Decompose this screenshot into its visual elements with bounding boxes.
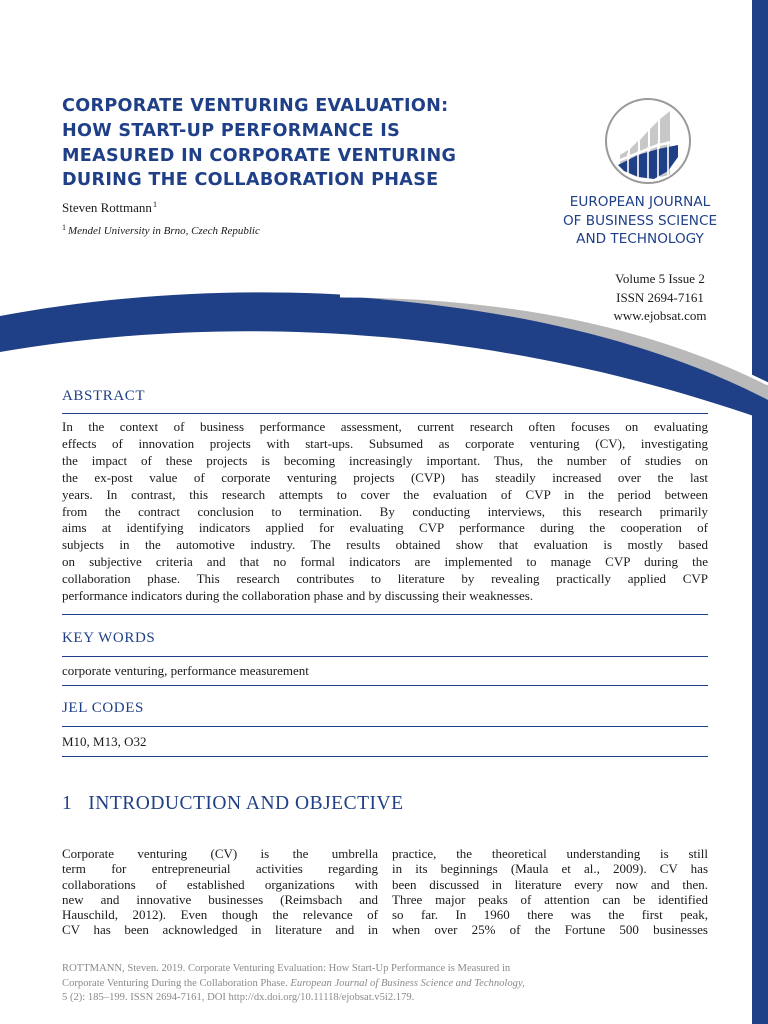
abstract-line: In the context of business performance assessment, current research often focuses on evaluating (62, 419, 708, 434)
journal-name-line: AND TECHNOLOGY (576, 231, 704, 247)
citation-text: Corporate Venturing During the Collaboration Phase. (62, 977, 288, 989)
abstract-line: on subjective criteria and that no formal indicators are implemented to manage CVP during the (62, 554, 708, 570)
journal-name (540, 193, 740, 249)
citation-footer (62, 962, 722, 1006)
abstract-line: effects of innovation projects with start-ups. Subsumed as corporate venturing (CV), investigating (62, 435, 708, 451)
author (62, 199, 157, 216)
body-line: when over 25% of the Fortune 500 businesses (392, 922, 708, 938)
journal-name-line: OF BUSINESS SCIENCE (562, 212, 718, 229)
keywords-bottom-rule (62, 685, 708, 686)
keywords-text: corporate venturing, performance measurement (62, 663, 309, 678)
body-line: been discussed in literature every now and then. (392, 876, 708, 892)
abstract-rule (62, 413, 708, 414)
body-line: new and innovative businesses (Reimsbach and (62, 891, 378, 907)
body-line: CV has been acknowledged in literature and in (62, 922, 378, 938)
section-title: INTRODUCTION AND OBJECTIVE (88, 793, 404, 814)
abstract-line: performance indicators during the collaboration phase and by discussing their weaknesses. (62, 588, 534, 604)
body-line: Three major peaks of attention can be identified (392, 891, 708, 907)
jel-rule (62, 726, 708, 727)
citation-journal: European Journal of Business Science and Technology, (290, 977, 525, 989)
abstract-line: the ex-post value of corporate venturing projects (CVP) has steadily increased over the last (62, 469, 708, 485)
section-heading (62, 793, 403, 815)
citation-doi-line: 5 (2): 185–199. ISSN 2694-7161, DOI http://dx.doi.org/10.11118/ejobsat.v5i2.179. (62, 992, 415, 1003)
issn: ISSN 2694-7161 (616, 289, 704, 305)
body-column-right (392, 846, 708, 938)
journal-logo (604, 97, 692, 185)
paper-title (62, 94, 532, 193)
jel-bottom-rule (62, 756, 708, 757)
journal-website-link[interactable]: www.ejobsat.com (613, 308, 707, 323)
keywords-rule (62, 656, 708, 657)
abstract-line: the impact of these projects is becoming increasingly important. Thus, the number of studies on (62, 452, 708, 468)
affiliation-text: Mendel University in Brno, Czech Republic (68, 225, 260, 237)
jel-text: M10, M13, O32 (62, 734, 147, 749)
journal-name-line: EUROPEAN JOURNAL (569, 194, 711, 210)
affiliation-marker: 1 (62, 223, 66, 232)
abstract-line: years. In contrast, this research attempts to cover the evaluation of CVP in the period between (62, 486, 708, 502)
citation-line (62, 977, 722, 992)
body-line: term for entrepreneurial activities regarding (62, 861, 378, 877)
journal-issue-info (560, 270, 760, 326)
body-line: practice, the theoretical understanding is still (392, 846, 708, 861)
author-name: Steven Rottmann (62, 200, 152, 215)
affiliation (62, 223, 260, 237)
abstract-line: subjects in the automotive industry. The results obtained show that evaluation is mostly based (62, 537, 708, 553)
body-line: in its beginnings (Maula et al., 2009). CV has (392, 861, 708, 877)
body-line: collaborations of established organizations with (62, 876, 378, 892)
title-line: CORPORATE VENTURING EVALUATION: (62, 96, 449, 116)
body-line: Hauschild, 2012). Even though the relevance of (62, 907, 378, 923)
abstract-heading: ABSTRACT (62, 388, 146, 404)
abstract-line: from the contract conclusion to termination. By conducting interviews, this research primarily (62, 503, 708, 519)
keywords-heading: KEY WORDS (62, 630, 156, 646)
author-marker: 1 (152, 199, 158, 209)
volume-issue: Volume 5 Issue 2 (615, 271, 705, 286)
title-line: HOW START-UP PERFORMANCE IS (62, 120, 401, 141)
body-column-left (62, 846, 378, 938)
body-line: so far. In 1960 there was the first peak, (392, 907, 708, 923)
title-line: DURING THE COLLABORATION PHASE (62, 170, 439, 191)
abstract-line: collaboration phase. This research contributes to literature by revealing practically applied CVP (62, 571, 708, 587)
abstract-body (62, 419, 708, 605)
body-line: Corporate venturing (CV) is the umbrella (62, 846, 378, 861)
title-line: MEASURED IN CORPORATE VENTURING (62, 145, 457, 166)
section-number: 1 (62, 793, 73, 814)
jel-heading: JEL CODES (62, 700, 144, 716)
citation-line: ROTTMANN, Steven. 2019. Corporate Venturing Evaluation: How Start-Up Performance is Measured in (62, 963, 511, 974)
abstract-line: aims at identifying indicators applied for evaluating CVP performance during the cooperation of (62, 520, 708, 536)
abstract-bottom-rule (62, 614, 708, 615)
